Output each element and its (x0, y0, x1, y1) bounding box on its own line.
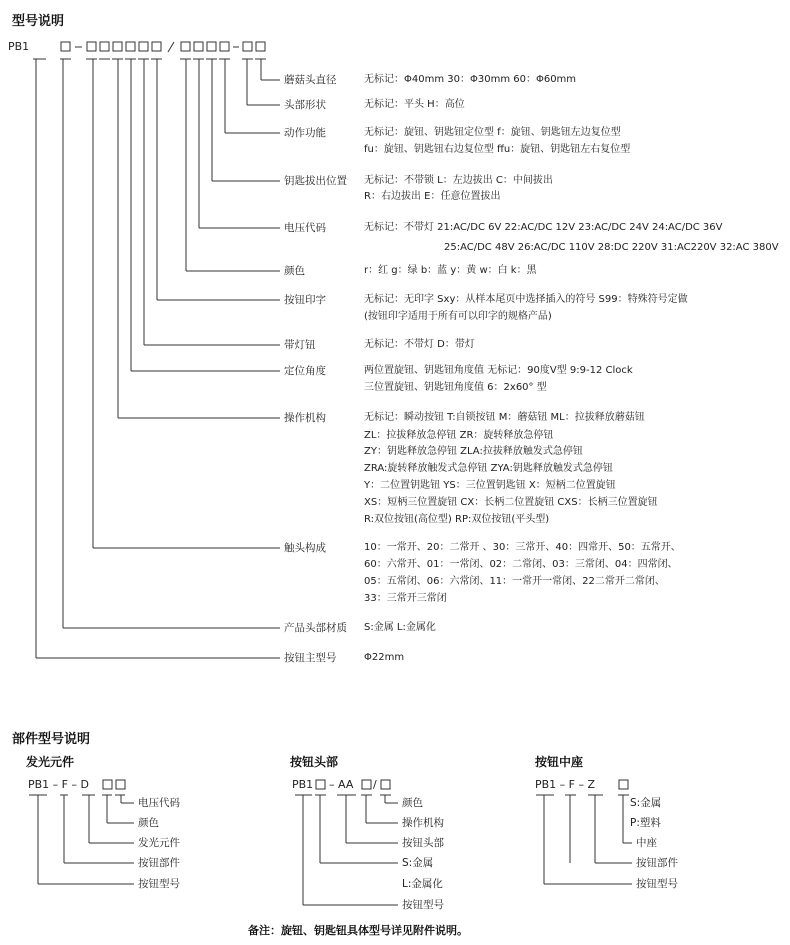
part-title-middle-base: 按钮中座 (535, 755, 584, 769)
row-desc-head-shape: 无标记：平头 H：高位 (364, 99, 465, 110)
row-desc-main-model: Φ22mm (364, 652, 405, 663)
part-light-label-component: 按钮部件 (138, 857, 180, 869)
part-light-label-voltage: 电压代码 (138, 797, 180, 809)
part-light-label-light: 发光元件 (138, 837, 180, 849)
row-desc-operator-3: ZY：钥匙释放急停钮 ZLA:拉拔释放触发式急停钮 (364, 446, 583, 457)
row-desc-operator-1: 无标记：瞬动按钮 T:自锁按钮 M：蘑菇钮 ML：拉拔释放蘑菇钮 (364, 412, 645, 423)
row-label-position-angle: 定位角度 (284, 365, 326, 377)
row-desc-lighted: 无标记：不带灯 D：带灯 (364, 339, 475, 350)
part-code-button-head-slash: / (373, 778, 377, 791)
part-light-label-color: 颜色 (138, 817, 159, 829)
row-label-action-function: 动作功能 (284, 127, 326, 139)
part-head-label-metal: S:金属 (402, 857, 434, 869)
row-desc-action-function-1: 无标记：旋钮、钥匙钮定位型 f：旋钮、钥匙钮左边复位型 (364, 127, 621, 138)
part-head-label-metallized: L:金属化 (402, 878, 443, 890)
row-desc-operator-5: Y：二位置钥匙钮 YS：三位置钥匙钮 X：短柄二位置旋钮 (364, 480, 616, 491)
row-desc-key-removal-2: R：右边拔出 E：任意位置拔出 (364, 191, 501, 202)
row-label-head-shape: 头部形状 (284, 99, 326, 111)
row-desc-action-function-2: fu：旋钮、钥匙钮右边复位型 ffu：旋钮、钥匙钮左右复位型 (364, 144, 631, 155)
part-code-button-head-mid: – AA (329, 778, 354, 791)
part-code-middle-base: PB1 – F – Z (535, 778, 596, 791)
part-code-button-head: PB1 (292, 778, 314, 791)
row-desc-operator-4: ZRA:旋转释放触发式急停钮 ZYA:钥匙释放触发式急停钮 (364, 463, 613, 474)
part-title-button-head: 按钮头部 (290, 755, 339, 769)
row-label-button-print: 按钮印字 (284, 294, 326, 306)
row-label-contacts: 触头构成 (284, 542, 326, 554)
row-desc-head-material: S:金属 L:金属化 (364, 622, 436, 633)
row-desc-button-print-2: (按钮印字适用于所有可以印字的规格产品) (364, 311, 552, 322)
row-desc-voltage-code-2: 25:AC/DC 48V 26:AC/DC 110V 28:DC 220V 31:AC220V 32:AC 380V (444, 242, 779, 253)
row-label-lighted: 带灯钮 (284, 339, 316, 351)
part-title-light-unit: 发光元件 (26, 755, 75, 769)
row-desc-position-angle-1: 两位置旋钮、钥匙钮角度值 无标记：90度V型 9:9-12 Clock (364, 365, 633, 376)
row-desc-contacts-2: 60：六常开、01：一常闭、02：二常闭、03：三常闭、04：四常闭、 (364, 559, 678, 570)
parts-title: 部件型号说明 (12, 732, 91, 747)
row-desc-contacts-1: 10：一常开、20：二常开 、30：三常开、40：四常开、50：五常开、 (364, 542, 681, 553)
row-desc-contacts-3: 05：五常闭、06：六常闭、11：一常开一常闭、22二常开二常闭、 (364, 576, 665, 587)
row-desc-mushroom-diameter: 无标记：Φ40mm 30：Φ30mm 60：Φ60mm (364, 74, 577, 85)
row-label-mushroom-diameter: 蘑菇头直径 (284, 74, 337, 86)
row-desc-color: r：红 g：绿 b：蓝 y：黄 w：白 k：黑 (364, 265, 537, 276)
row-desc-contacts-4: 33：三常开三常闭 (364, 593, 447, 604)
row-label-voltage-code: 电压代码 (284, 222, 326, 234)
part-base-label-plastic: P:塑料 (630, 817, 661, 829)
row-desc-key-removal-1: 无标记：不带锁 L：左边拔出 C：中间拔出 (364, 175, 553, 186)
part-head-label-color: 颜色 (402, 797, 423, 809)
row-label-color: 颜色 (284, 265, 305, 277)
row-desc-operator-2: ZL：拉拔释放急停钮 ZR：旋转释放急停钮 (364, 430, 554, 441)
row-label-main-model: 按钮主型号 (284, 652, 337, 664)
row-desc-operator-7: R:双位按钮(高位型) RP:双位按钮(平头型) (364, 514, 550, 525)
row-desc-voltage-code-1: 无标记：不带灯 21:AC/DC 6V 22:AC/DC 12V 23:AC/DC 24V 24:AC/DC 36V (364, 222, 723, 233)
row-label-operator: 操作机构 (284, 412, 326, 424)
row-label-key-removal: 钥匙拔出位置 (284, 175, 347, 187)
part-base-label-base: 中座 (636, 837, 657, 849)
section-title: 型号说明 (12, 14, 65, 29)
part-base-label-component: 按钮部件 (636, 857, 678, 869)
part-head-label-head: 按钮头部 (402, 837, 444, 849)
part-base-label-metal: S:金属 (630, 797, 662, 809)
row-label-head-material: 产品头部材质 (284, 622, 347, 634)
part-base-label-model: 按钮型号 (636, 878, 678, 890)
footnote: 备注：旋钮、钥匙钮具体型号详见附件说明。 (248, 924, 468, 937)
row-desc-button-print-1: 无标记：无印字 Sxy：从样本尾页中选择插入的符号 S99：特殊符号定做 (364, 294, 688, 305)
part-light-label-model: 按钮型号 (138, 878, 180, 890)
row-desc-operator-6: XS：短柄三位置旋钮 CX：长柄二位置旋钮 CXS：长柄三位置旋钮 (364, 497, 658, 508)
part-head-label-model: 按钮型号 (402, 899, 444, 911)
part-head-label-operator: 操作机构 (402, 817, 444, 829)
row-desc-position-angle-2: 三位置旋钮、钥匙钮角度值 6：2x60° 型 (364, 382, 547, 393)
model-prefix: PB1 (8, 40, 30, 53)
part-code-light-unit: PB1 – F – D (28, 778, 89, 791)
